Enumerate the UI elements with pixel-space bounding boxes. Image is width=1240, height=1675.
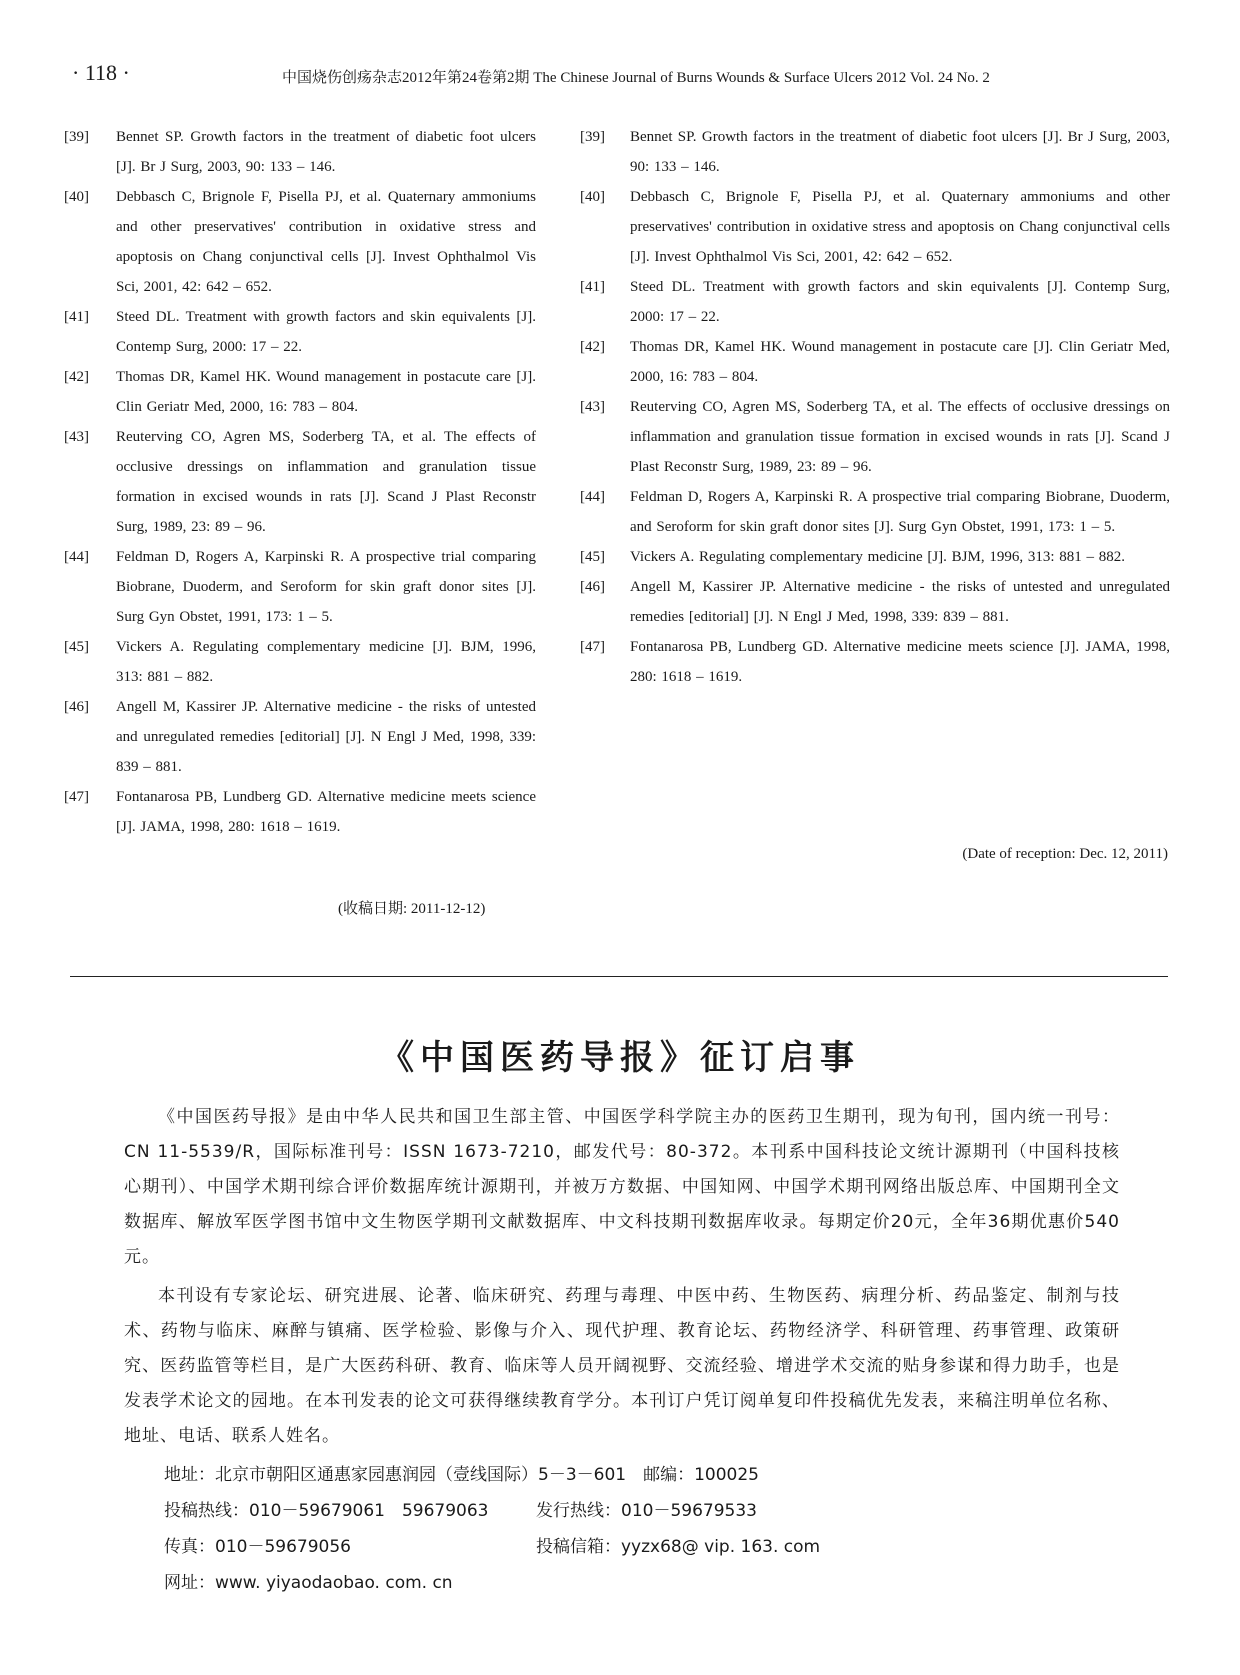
reference-number: [44] — [64, 549, 89, 565]
reference-item — [580, 332, 1170, 392]
reference-number: [45] — [64, 639, 89, 655]
reference-number: [43] — [580, 399, 605, 415]
reference-number: [45] — [580, 549, 605, 565]
notice-paragraph: 本刊设有专家论坛、研究进展、论著、临床研究、药理与毒理、中医中药、生物医药、病理分析、药品鉴定、制剂与技术、药物与临床、麻醉与镇痛、医学检验、影像与介入、现代护理、教育论坛、药物经济学、科研管理、药事管理、政策研究、医药监管等栏目，是广大医药科研、教育、临床等人员开阔视野、交流经验、增进学术交流的贴身参谋和得力助手，也是发表学术论文的园地。在本刊发表的论文可获得继续教育学分。本刊订户凭订阅单复印件投稿优先发表，来稿注明单位名称、地址、电话、联系人姓名。 — [124, 1286, 1120, 1446]
reference-item — [64, 122, 536, 182]
reference-item — [64, 302, 536, 362]
reference-text: Angell M, Kassirer JP. Alternative medicine - the risks of untested and unregulated remedies [editorial] [J]. N Engl J Med, 1998, 339: 839 – 881. — [116, 699, 536, 775]
reference-text: Feldman D, Rogers A, Karpinski R. A prospective trial comparing Biobrane, Duoderm, and Seroform for skin graft donor sites [J]. Surg Gyn Obstet, 1991, 173: 1 – 5. — [116, 549, 536, 625]
reference-item — [580, 632, 1170, 692]
reference-item — [64, 362, 536, 422]
reference-text: Feldman D, Rogers A, Karpinski R. A prospective trial comparing Biobrane, Duoderm, and Seroform for skin graft donor sites [J]. Surg Gyn Obstet, 1991, 173: 1 – 5. — [630, 489, 1170, 535]
reference-item — [580, 392, 1170, 482]
reference-item — [580, 572, 1170, 632]
reference-item — [64, 182, 536, 302]
reference-text: Bennet SP. Growth factors in the treatment of diabetic foot ulcers [J]. Br J Surg, 2003, 90: 133 – 146. — [116, 129, 536, 175]
notice-body — [124, 1100, 1120, 1458]
reference-number: [39] — [580, 129, 605, 145]
page-number: · 118 · — [72, 60, 130, 85]
reference-item — [64, 782, 536, 842]
reference-number: [44] — [580, 489, 605, 505]
reference-number: [42] — [580, 339, 605, 355]
references-left-column — [64, 122, 536, 842]
notice-title: 《中国医药导报》征订启事 — [380, 1038, 860, 1078]
reference-number: [47] — [64, 789, 89, 805]
date-received-chinese: (收稿日期: 2011-12-12) — [338, 901, 486, 917]
reference-item — [580, 542, 1170, 572]
reference-text: Angell M, Kassirer JP. Alternative medicine - the risks of untested and unregulated remedies [editorial] [J]. N Engl J Med, 1998, 339: 839 – 881. — [630, 579, 1170, 625]
reference-text: Thomas DR, Kamel HK. Wound management in postacute care [J]. Clin Geriatr Med, 2000, 16: 783 – 804. — [116, 369, 536, 415]
reference-text: Reuterving CO, Agren MS, Soderberg TA, et al. The effects of occlusive dressings on inflammation and granulation tissue formation in excised wounds in rats [J]. Scand J Plast Reconstr Surg, 1989, 23: 89 – 96. — [630, 399, 1170, 475]
reference-number: [46] — [64, 699, 89, 715]
reference-item — [64, 692, 536, 782]
reference-text: Debbasch C, Brignole F, Pisella PJ, et al. Quaternary ammoniums and other preservatives' contribution in oxidative stress and apoptosis on Chang conjunctival cells [J]. Invest Ophthalmol Vis Sci, 2001, 42: 642 – 652. — [630, 189, 1170, 265]
reference-number: [41] — [580, 279, 605, 295]
contact-website: 网址：www. yiyaodaobao. com. cn — [164, 1573, 453, 1593]
reference-item — [580, 122, 1170, 182]
contact-distribution-hotline: 发行热线：010－59679533 — [536, 1501, 757, 1521]
notice-paragraph: 《中国医药导报》是由中华人民共和国卫生部主管、中国医学科学院主办的医药卫生期刊，现为旬刊，国内统一刊号：CN 11-5539/R，国际标准刊号：ISSN 1673-7210，邮发代号：80-372。本刊系中国科技论文统计源期刊（中国科技核心期刊）、中国学术期刊综合评价数据库统计源期刊，并被万方数据、中国知网、中国学术期刊网络出版总库、中国期刊全文数据库、解放军医学图书馆中文生物医学期刊文献数据库、中文科技期刊数据库收录。每期定价20元，全年36期优惠价540元。 — [124, 1107, 1120, 1267]
reference-text: Vickers A. Regulating complementary medicine [J]. BJM, 1996, 313: 881 – 882. — [630, 549, 1126, 565]
reference-number: [40] — [64, 189, 89, 205]
reference-number: [42] — [64, 369, 89, 385]
reference-item — [580, 272, 1170, 332]
date-of-reception: (Date of reception: Dec. 12, 2011) — [962, 846, 1168, 862]
contact-submission-hotline: 投稿热线：010－59679061 59679063 — [164, 1501, 489, 1521]
reference-text: Fontanarosa PB, Lundberg GD. Alternative medicine meets science [J]. JAMA, 1998, 280: 1618 – 1619. — [116, 789, 536, 835]
reference-text: Bennet SP. Growth factors in the treatment of diabetic foot ulcers [J]. Br J Surg, 2003, 90: 133 – 146. — [630, 129, 1170, 175]
reference-number: [39] — [64, 129, 89, 145]
section-divider — [70, 976, 1168, 977]
reference-item — [64, 542, 536, 632]
reference-text: Fontanarosa PB, Lundberg GD. Alternative medicine meets science [J]. JAMA, 1998, 280: 1618 – 1619. — [630, 639, 1170, 685]
reference-text: Steed DL. Treatment with growth factors and skin equivalents [J]. Contemp Surg, 2000: 17 – 22. — [630, 279, 1170, 325]
reference-text: Thomas DR, Kamel HK. Wound management in postacute care [J]. Clin Geriatr Med, 2000, 16: 783 – 804. — [630, 339, 1170, 385]
contact-fax: 传真：010－59679056 — [164, 1537, 351, 1557]
reference-text: Vickers A. Regulating complementary medicine [J]. BJM, 1996, 313: 881 – 882. — [116, 639, 536, 685]
reference-item — [64, 422, 536, 542]
reference-number: [43] — [64, 429, 89, 445]
reference-number: [41] — [64, 309, 89, 325]
reference-item — [64, 632, 536, 692]
references-right-column — [580, 122, 1170, 692]
contact-submission-email: 投稿信箱：yyzx68@ vip. 163. com — [536, 1537, 821, 1557]
reference-item — [580, 482, 1170, 542]
contact-address: 地址：北京市朝阳区通惠家园惠润园（壹线国际）5－3－601 邮编：100025 — [164, 1465, 759, 1485]
reference-item — [580, 182, 1170, 272]
reference-text: Reuterving CO, Agren MS, Soderberg TA, et al. The effects of occlusive dressings on inflammation and granulation tissue formation in excised wounds in rats [J]. Scand J Plast Reconstr Surg, 1989, 23: 89 – 96. — [116, 429, 536, 535]
reference-number: [47] — [580, 639, 605, 655]
reference-text: Steed DL. Treatment with growth factors and skin equivalents [J]. Contemp Surg, 2000: 17 – 22. — [116, 309, 536, 355]
reference-number: [40] — [580, 189, 605, 205]
running-header: 中国烧伤创疡杂志2012年第24卷第2期 The Chinese Journal of Burns Wounds & Surface Ulcers 2012 Vol. 24 No. 2 — [282, 70, 990, 86]
reference-text: Debbasch C, Brignole F, Pisella PJ, et al. Quaternary ammoniums and other preservatives' contribution in oxidative stress and apoptosis on Chang conjunctival cells [J]. Invest Ophthalmol Vis Sci, 2001, 42: 642 – 652. — [116, 189, 536, 295]
reference-number: [46] — [580, 579, 605, 595]
